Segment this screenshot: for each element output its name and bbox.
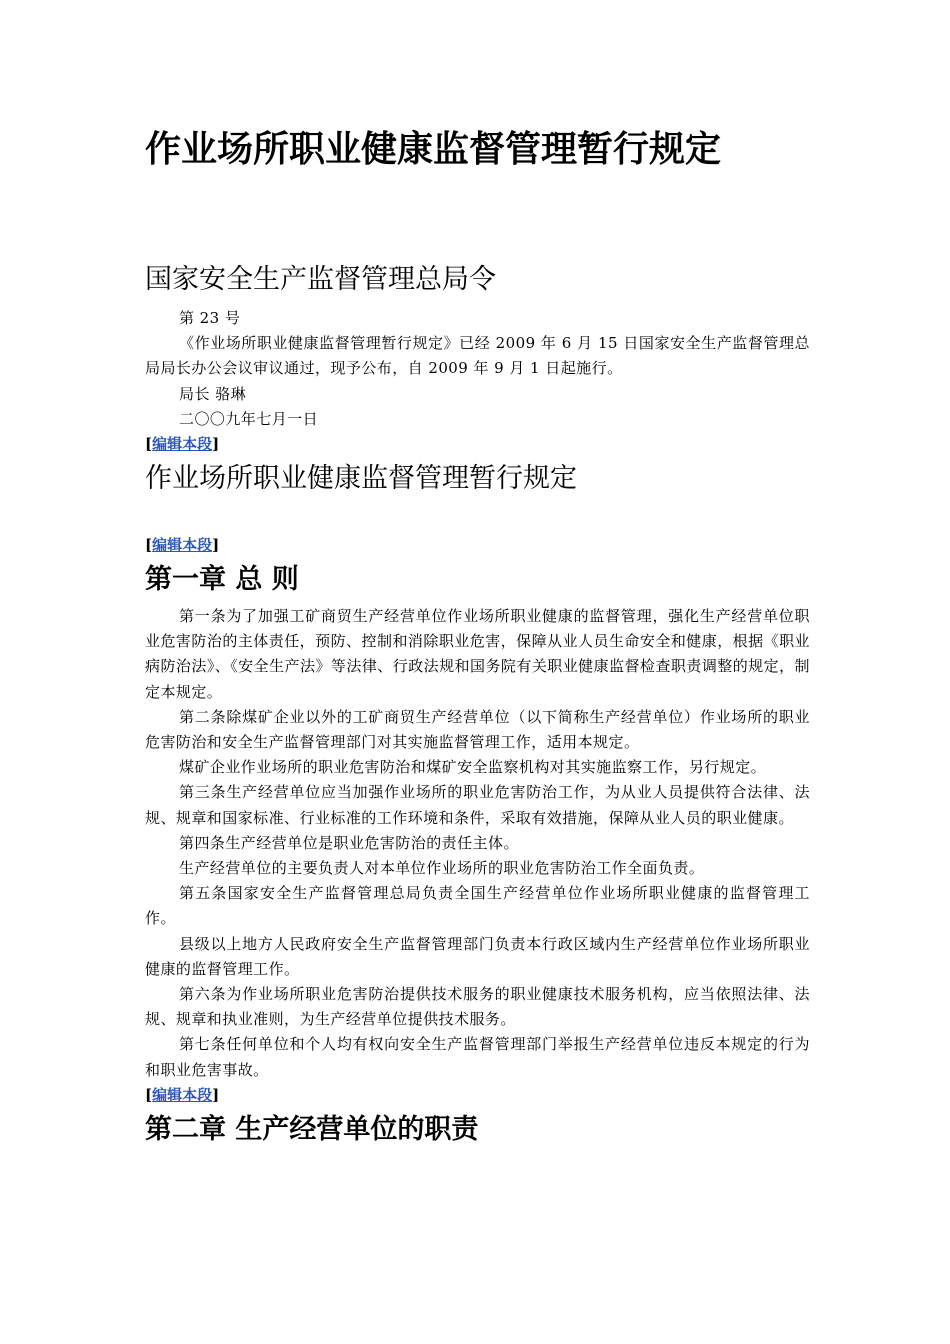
bracket-close: ] xyxy=(212,536,220,555)
section-title: 作业场所职业健康监督管理暂行规定 xyxy=(145,463,577,495)
bracket-open: [ xyxy=(145,435,153,454)
signer: 局长 骆琳 xyxy=(179,384,247,403)
bracket-close: ] xyxy=(212,435,220,454)
document-title: 作业场所职业健康监督管理暂行规定 xyxy=(145,129,722,170)
spacer xyxy=(145,182,810,260)
article-paragraph: 第五条国家安全生产监督管理总局负责全国生产经营单位作业场所职业健康的监督管理工作。 xyxy=(145,884,810,928)
article-paragraph: 第二条除煤矿企业以外的工矿商贸生产经营单位（以下简称生产经营单位）作业场所的职业危害防治和安全生产监督管理部门对其实施监督管理工作，适用本规定。 xyxy=(145,707,810,752)
chapter-1-title: 第一章 总 则 xyxy=(145,564,299,596)
article-paragraph: 煤矿企业作业场所的职业危害防治和煤矿安全监察机构对其实施监察工作，另行规定。 xyxy=(179,758,767,777)
article-paragraph: 第四条生产经营单位是职业危害防治的责任主体。 xyxy=(179,833,519,852)
edit-section-row xyxy=(145,533,810,558)
order-number: 第 23 号 xyxy=(179,309,241,327)
article-paragraph: 县级以上地方人民政府安全生产监督管理部门负责本行政区域内生产经营单位作业场所职业健康的监督管理工作。 xyxy=(145,934,810,978)
document-content xyxy=(145,118,810,1150)
article-paragraph: 第一条为了加强工矿商贸生产经营单位作业场所职业健康的监督管理，强化生产经营单位职业危害防治的主体责任，预防、控制和消除职业危害，保障从业人员生命安全和健康，根据《职业病防治法》、《安全生产法》等法律、行政法规和国务院有关职业健康监督检查职责调整的规定，制定本规定。 xyxy=(145,607,810,701)
order-heading: 国家安全生产监督管理总局令 xyxy=(145,264,496,295)
edit-section-link[interactable]: 编辑本段 xyxy=(152,1085,213,1104)
article-paragraph: 第六条为作业场所职业危害防治提供技术服务的职业健康技术服务机构，应当依照法律、法规、规章和执业准则，为生产经营单位提供技术服务。 xyxy=(145,985,810,1029)
bracket-open: [ xyxy=(145,1085,153,1104)
spacer xyxy=(145,499,810,533)
chapter-1-body xyxy=(145,604,810,1083)
edit-section-link[interactable]: 编辑本段 xyxy=(152,536,213,555)
chapter-2-title: 第二章 生产经营单位的职责 xyxy=(145,1113,479,1145)
edit-section-link[interactable]: 编辑本段 xyxy=(152,435,213,454)
bracket-open: [ xyxy=(145,536,153,555)
edit-section-row xyxy=(145,1083,810,1108)
issue-date: 二〇〇九年七月一日 xyxy=(179,409,319,428)
article-paragraph: 第七条任何单位和个人均有权向安全生产监督管理部门举报生产经营单位违反本规定的行为和职业危害事故。 xyxy=(145,1035,810,1079)
order-text: 《作业场所职业健康监督管理暂行规定》已经 2009 年 6 月 15 日国家安全生产监督管理总局局长办公会议审议通过，现予公布，自 2009 年 9 月 1 日起施行。 xyxy=(145,334,810,378)
edit-section-row xyxy=(145,432,810,457)
article-paragraph: 第三条生产经营单位应当加强作业场所的职业危害防治工作，为从业人员提供符合法律、法规、规章和国家标准、行业标准的工作环境和条件，采取有效措施，保障从业人员的职业健康。 xyxy=(145,783,810,827)
article-paragraph: 生产经营单位的主要负责人对本单位作业场所的职业危害防治工作全面负责。 xyxy=(179,859,705,878)
bracket-close: ] xyxy=(212,1085,220,1104)
